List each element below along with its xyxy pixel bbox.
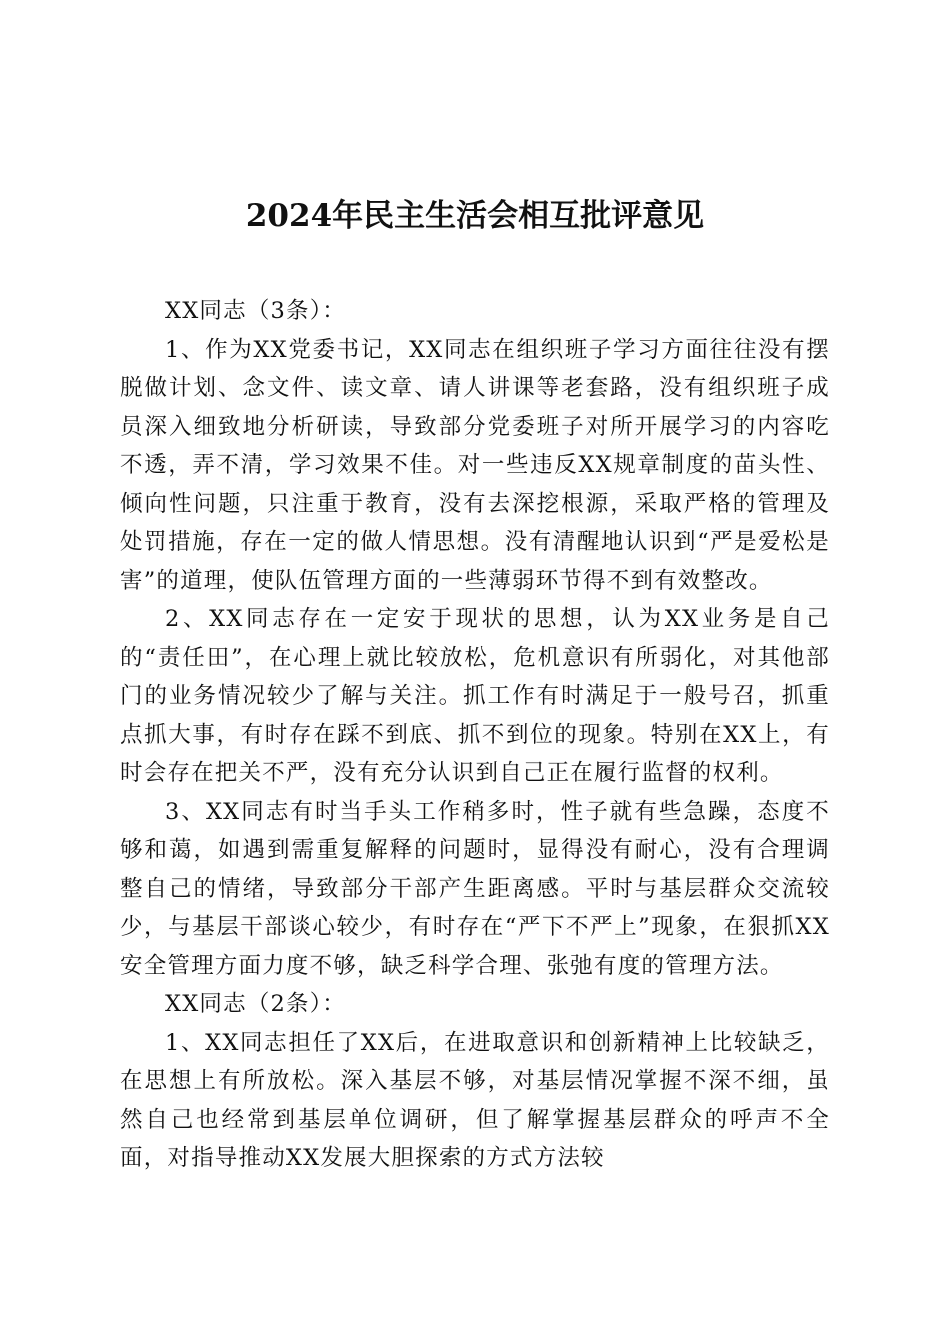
paragraph: 1、作为XX党委书记，XX同志在组织班子学习方面往往没有摆脱做计划、念文件、读文章、请人讲课等老套路，没有组织班子成员深入细致地分析研读，导致部分党委班子对所开展学习的内容吃不透，弄不清，学习效果不佳。对一些违反XX规章制度的苗头性、倾向性问题，只注重于教育，没有去深挖根源，采取严格的管理及处罚措施，存在一定的做人情思想。没有清醒地认识到“严是爱松是害”的道理，使队伍管理方面的一些薄弱环节得不到有效整改。: [120, 336, 830, 594]
document-title: 2024年民主生活会相互批评意见: [245, 198, 705, 234]
paragraph: 3、XX同志有时当手头工作稍多时，性子就有些急躁，态度不够和蔼，如遇到需重复解释的问题时，显得没有耐心，没有合理调整自己的情绪，导致部分干部产生距离感。平时与基层群众交流较少，与基层干部谈心较少，有时存在“严下不严上”现象，在狠抓XX安全管理方面力度不够，缺乏科学合理、张弛有度的管理方法。: [120, 798, 830, 979]
document-body: [120, 292, 830, 1178]
paragraph: 1、XX同志担任了XX后，在进取意识和创新精神上比较缺乏，在思想上有所放松。深入基层不够，对基层情况掌握不深不细，虽然自己也经常到基层单位调研，但了解掌握基层群众的呼声不全面，对指导推动XX发展大胆探索的方式方法较: [120, 1029, 830, 1171]
section-heading: XX同志（3条）：: [165, 298, 346, 324]
section-heading: XX同志（2条）：: [165, 991, 346, 1017]
paragraph: 2、XX同志存在一定安于现状的思想，认为XX业务是自己的“责任田”，在心理上就比较放松，危机意识有所弱化，对其他部门的业务情况较少了解与关注。抓工作有时满足于一般号召，抓重点抓大事，有时存在踩不到底、抓不到位的现象。特别在XX上，有时会存在把关不严，没有充分认识到自己正在履行监督的权利。: [120, 606, 830, 786]
